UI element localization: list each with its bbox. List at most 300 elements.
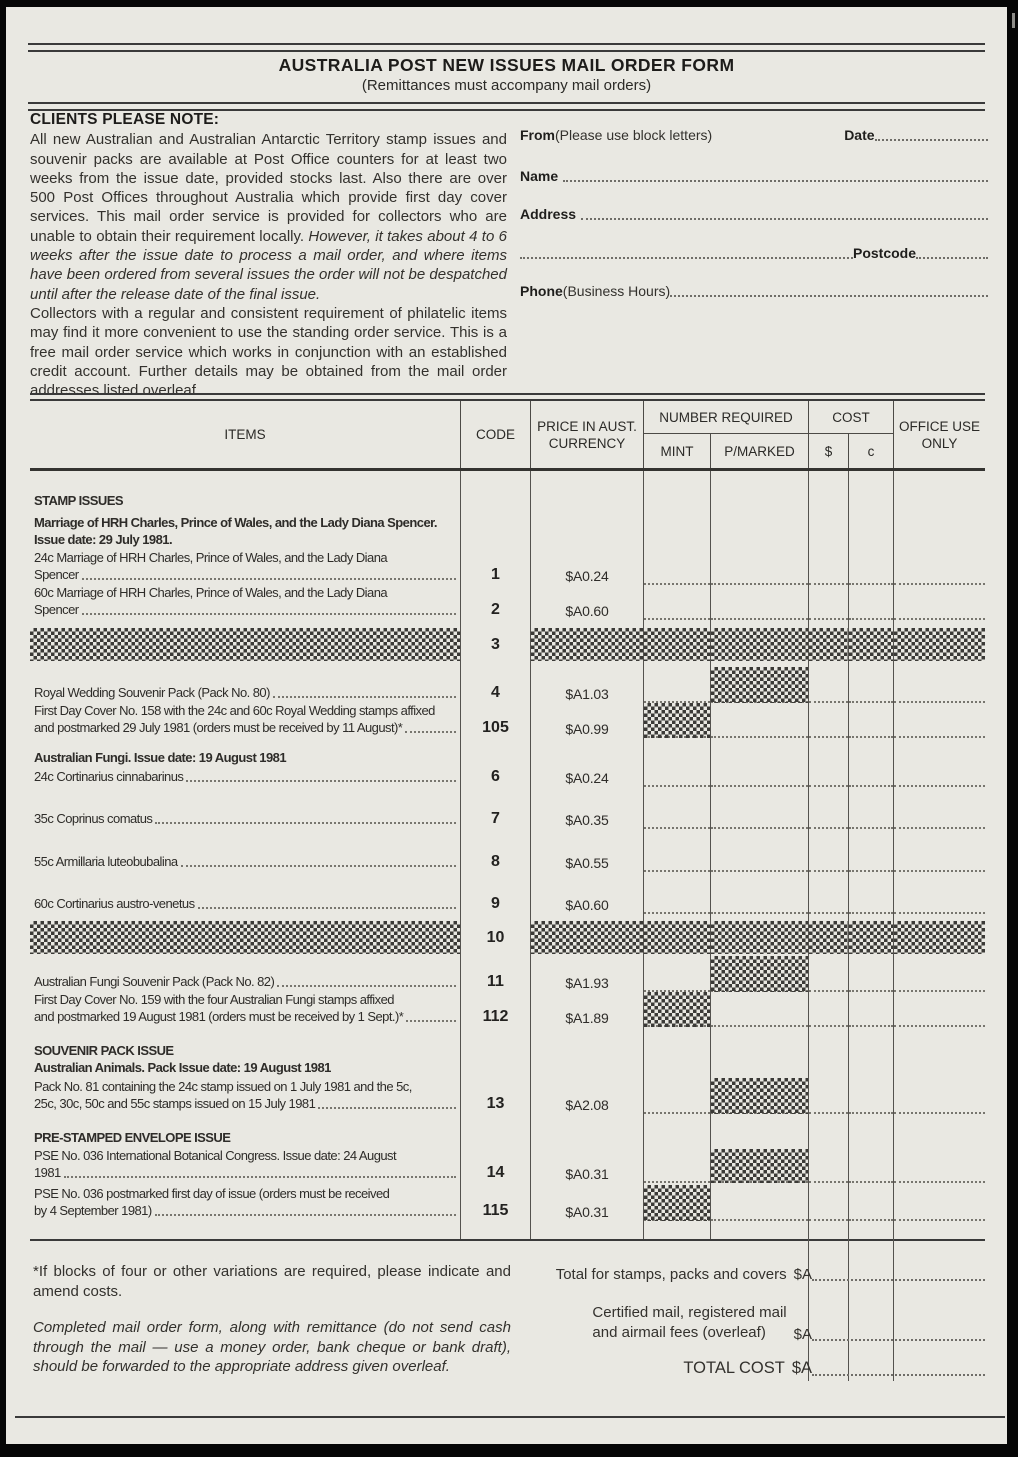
price-cell	[530, 1044, 643, 1061]
mint-cell[interactable]	[643, 703, 710, 738]
dol-cell[interactable]	[808, 786, 848, 829]
blocks-footnote: *If blocks of four or other variations are required, please indicate and amend costs.	[33, 1263, 511, 1300]
mint-cell[interactable]	[643, 585, 710, 620]
mint-cell	[643, 738, 710, 751]
clients-note-para1	[30, 130, 507, 304]
table-row	[30, 1148, 985, 1183]
code-cell: 14	[460, 1148, 530, 1183]
dol-cell[interactable]	[808, 1148, 848, 1183]
col-header-price	[530, 401, 643, 468]
pm-cell	[710, 738, 808, 751]
pm-cell[interactable]	[710, 768, 808, 787]
code-cell: 9	[460, 872, 530, 914]
name-row	[520, 168, 988, 184]
date-label: Date	[844, 127, 875, 143]
off-cell	[893, 1027, 985, 1044]
code-cell: 6	[460, 768, 530, 787]
table-row	[30, 954, 985, 992]
items-cell: 24c Marriage of HRH Charles, Prince of Wales, and the Lady Diana Spencer	[30, 550, 460, 585]
table-row	[30, 511, 985, 550]
table-spacer-row	[30, 1027, 985, 1044]
dol-cell	[808, 921, 848, 954]
code-cell	[460, 1221, 530, 1239]
dotted-leader	[405, 731, 456, 733]
dotted-leader	[273, 696, 456, 698]
dol-cell	[808, 620, 848, 628]
items-cell: Australian Fungi. Issue date: 19 August 1981	[34, 751, 286, 765]
name-label: Name	[520, 168, 559, 184]
dotted-leader	[155, 1214, 456, 1216]
dol-cell	[808, 914, 848, 921]
cent-cell[interactable]	[848, 663, 893, 703]
total-stamps-input-line[interactable]	[812, 1279, 985, 1281]
off-cell	[893, 954, 985, 992]
total-cost-currency: $A	[791, 1359, 812, 1377]
dotted-leader	[406, 1020, 456, 1022]
code-cell: 7	[460, 786, 530, 829]
pm-cell	[710, 511, 808, 550]
blocked-out-cell	[711, 1078, 808, 1114]
code-cell: 11	[460, 954, 530, 992]
pm-cell	[710, 1044, 808, 1061]
items-cell	[30, 620, 460, 628]
pm-cell	[710, 921, 808, 954]
mint-cell[interactable]	[643, 663, 710, 703]
items-cell: 60c Cortinarius austro-venetus	[30, 872, 460, 914]
off-cell	[893, 751, 985, 768]
code-cell	[460, 751, 530, 768]
dol-cell	[808, 511, 848, 550]
price-cell	[530, 738, 643, 751]
mint-cell[interactable]	[643, 1183, 710, 1221]
off-cell	[893, 768, 985, 787]
total-cost-label: TOTAL COST	[683, 1359, 785, 1377]
phone-note: (Business Hours)	[562, 283, 671, 299]
table-spacer-row	[30, 738, 985, 751]
items-cell	[30, 921, 460, 954]
name-input-line[interactable]	[563, 180, 988, 182]
cent-cell[interactable]	[848, 703, 893, 738]
off-cell	[893, 921, 985, 954]
cent-cell	[848, 921, 893, 954]
pm-cell[interactable]	[710, 954, 808, 992]
table-row	[30, 1044, 985, 1061]
table-row	[30, 471, 985, 511]
off-cell	[893, 786, 985, 829]
phone-label: Phone	[520, 283, 563, 299]
code-cell: 2	[460, 585, 530, 620]
table-spacer-row	[30, 914, 985, 921]
code-cell: 4	[460, 663, 530, 703]
mint-cell[interactable]	[643, 872, 710, 914]
items-cell: 55c Armillaria luteobubalina	[30, 829, 460, 872]
off-cell	[893, 628, 985, 661]
dol-cell	[808, 1027, 848, 1044]
cent-cell	[848, 914, 893, 921]
page-title: AUSTRALIA POST NEW ISSUES MAIL ORDER FORM	[278, 55, 735, 75]
off-cell	[893, 1044, 985, 1061]
price-cell: $A2.08	[530, 1078, 643, 1114]
address-input-line2[interactable]	[520, 257, 853, 259]
price-cell: $A0.31	[530, 1148, 643, 1183]
certified-mail-currency: $A	[793, 1326, 812, 1343]
phone-input-line[interactable]	[670, 295, 988, 297]
dotted-leader	[277, 985, 456, 987]
off-cell	[893, 1183, 985, 1221]
bottom-rule	[15, 1416, 1005, 1418]
col-header-cent: c	[848, 434, 893, 468]
dol-cell	[808, 1114, 848, 1131]
table-row	[30, 550, 985, 585]
col-header-mint: MINT	[643, 434, 710, 468]
from-date-row	[520, 127, 988, 143]
cent-cell[interactable]	[848, 954, 893, 992]
cent-cell[interactable]	[848, 1183, 893, 1221]
cent-cell[interactable]	[848, 1078, 893, 1114]
table-row	[30, 1061, 985, 1078]
table-row	[30, 663, 985, 703]
col-header-dollar: $	[808, 434, 848, 468]
mint-cell	[643, 471, 710, 511]
pm-cell[interactable]	[710, 585, 808, 620]
cent-cell	[848, 1221, 893, 1239]
cent-cell[interactable]	[848, 872, 893, 914]
form-page	[6, 7, 1007, 1444]
cent-cell	[848, 1061, 893, 1078]
pm-cell[interactable]	[710, 872, 808, 914]
clients-note	[30, 110, 507, 400]
items-cell	[30, 738, 460, 751]
mint-cell	[643, 1131, 710, 1148]
dol-cell[interactable]	[808, 663, 848, 703]
price-cell	[530, 1114, 643, 1131]
items-cell: PSE No. 036 postmarked first day of issue (orders must be received by 4 September 1981)	[30, 1183, 460, 1221]
code-cell	[460, 1044, 530, 1061]
total-cost-row	[530, 1359, 985, 1378]
blocked-out-cell	[644, 992, 710, 1027]
table-row	[30, 1183, 985, 1221]
price-cell	[530, 628, 643, 661]
phone-row	[520, 283, 988, 299]
off-cell	[893, 620, 985, 628]
pm-cell	[710, 1221, 808, 1239]
cent-cell[interactable]	[848, 829, 893, 872]
price-cell: $A1.93	[530, 954, 643, 992]
mint-cell[interactable]	[643, 550, 710, 585]
dol-cell[interactable]	[808, 829, 848, 872]
table-row	[30, 768, 985, 786]
cent-cell	[848, 1131, 893, 1148]
from-label: From	[520, 127, 555, 143]
code-cell: 115	[460, 1183, 530, 1221]
table-top-rule	[30, 393, 985, 401]
dol-cell	[808, 751, 848, 768]
dotted-leader	[318, 1107, 456, 1109]
items-cell: SOUVENIR PACK ISSUE	[34, 1044, 174, 1058]
mint-cell	[643, 921, 710, 954]
col-header-cost: COST	[808, 401, 893, 434]
table-row	[30, 921, 985, 954]
blocked-out-cell	[711, 667, 808, 703]
code-cell	[460, 1131, 530, 1148]
dotted-leader	[155, 822, 456, 824]
col-header-office-use	[893, 401, 985, 468]
dol-cell	[808, 738, 848, 751]
cent-cell[interactable]	[848, 992, 893, 1027]
dol-cell[interactable]	[808, 550, 848, 585]
table-row	[30, 786, 985, 829]
address-input-line[interactable]	[581, 218, 988, 220]
price-cell: $A0.24	[530, 768, 643, 787]
table-header	[30, 401, 985, 471]
cent-cell	[848, 620, 893, 628]
dol-cell	[808, 1044, 848, 1061]
off-cell	[893, 1078, 985, 1114]
off-cell	[893, 1221, 985, 1239]
col-header-items: ITEMS	[224, 427, 266, 442]
mint-cell[interactable]	[643, 992, 710, 1027]
table-row	[30, 992, 985, 1027]
clients-note-heading: CLIENTS PLEASE NOTE:	[30, 111, 220, 128]
code-cell	[460, 1114, 530, 1131]
table-row	[30, 829, 985, 872]
pm-cell	[710, 620, 808, 628]
cent-cell	[848, 751, 893, 768]
items-cell	[30, 628, 460, 661]
col-header-number-required: NUMBER REQUIRED	[643, 401, 808, 434]
price-cell: $A1.03	[530, 663, 643, 703]
items-cell: 60c Marriage of HRH Charles, Prince of Wales, and the Lady Diana Spencer	[30, 585, 460, 620]
off-cell	[893, 1061, 985, 1078]
dol-cell[interactable]	[808, 954, 848, 992]
items-cell: Marriage of HRH Charles, Prince of Wales, and the Lady Diana Spencer. Issue date: 29 July 1981.	[34, 515, 437, 547]
pm-cell	[710, 628, 808, 661]
mint-cell	[643, 1044, 710, 1061]
items-cell: Australian Fungi Souvenir Pack (Pack No. 82)	[30, 954, 460, 992]
mint-cell	[643, 914, 710, 921]
items-cell: First Day Cover No. 158 with the 24c and 60c Royal Wedding stamps affixed and postmarked 29 July 1981 (orders must be received by 11 August)*	[30, 703, 460, 738]
mint-cell[interactable]	[643, 1078, 710, 1114]
top-rule	[28, 43, 985, 52]
mint-cell	[643, 1061, 710, 1078]
price-cell: $A0.24	[530, 550, 643, 585]
dol-cell[interactable]	[808, 768, 848, 787]
dol-cell	[808, 1061, 848, 1078]
dotted-leader	[82, 613, 456, 615]
off-cell	[893, 1114, 985, 1131]
code-cell	[460, 738, 530, 751]
note-text-italic: However, it takes about 4 to 6 weeks after the issue date to process a mail order, and where items have been ordered from several issues the order will not be despatched until after the release date of the final issue.	[30, 227, 507, 303]
cent-cell	[848, 738, 893, 751]
pm-cell[interactable]	[710, 663, 808, 703]
mint-cell	[643, 1221, 710, 1239]
pm-cell[interactable]	[710, 786, 808, 829]
code-cell	[460, 511, 530, 550]
cent-cell[interactable]	[848, 585, 893, 620]
off-cell	[893, 829, 985, 872]
code-cell	[460, 1061, 530, 1078]
dol-cell[interactable]	[808, 1183, 848, 1221]
code-cell: 105	[460, 703, 530, 738]
certified-mail-input-line[interactable]	[812, 1339, 985, 1341]
cent-cell	[848, 1027, 893, 1044]
code-cell: 112	[460, 992, 530, 1027]
blocked-out-cell	[711, 1149, 808, 1183]
postcode-input-line[interactable]	[916, 257, 988, 259]
code-cell: 10	[460, 921, 530, 954]
pm-cell	[710, 1114, 808, 1131]
blocked-out-cell	[644, 1185, 710, 1221]
mint-cell[interactable]	[643, 768, 710, 787]
scan-artifact	[1012, 13, 1015, 28]
pm-cell	[710, 1131, 808, 1148]
pm-cell	[710, 751, 808, 768]
off-cell	[893, 550, 985, 585]
price-cell	[530, 914, 643, 921]
dotted-leader	[186, 780, 456, 782]
cent-cell	[848, 1114, 893, 1131]
price-cell	[530, 1221, 643, 1239]
price-cell: $A0.60	[530, 585, 643, 620]
mint-cell[interactable]	[643, 1148, 710, 1183]
off-cell	[893, 914, 985, 921]
price-cell	[530, 1027, 643, 1044]
cent-cell	[848, 1044, 893, 1061]
table-row	[30, 703, 985, 738]
price-cell: $A0.55	[530, 829, 643, 872]
price-cell: $A0.35	[530, 786, 643, 829]
col-header-pmarked: P/MARKED	[710, 434, 808, 468]
items-cell	[30, 1221, 460, 1239]
table-row	[30, 1078, 985, 1114]
items-cell	[30, 1027, 460, 1044]
dol-cell	[808, 1221, 848, 1239]
cent-cell	[848, 471, 893, 511]
dol-cell[interactable]	[808, 703, 848, 738]
col-header-code: CODE	[460, 401, 530, 468]
off-cell	[893, 663, 985, 703]
off-cell	[893, 511, 985, 550]
total-stamps-row	[530, 1266, 985, 1283]
from-note: (Please use block letters)	[555, 127, 713, 143]
dol-cell[interactable]	[808, 585, 848, 620]
cent-cell	[848, 628, 893, 661]
page-subtitle: (Remittances must accompany mail orders)	[361, 77, 652, 94]
off-cell	[893, 585, 985, 620]
code-cell: 1	[460, 550, 530, 585]
pm-cell	[710, 1027, 808, 1044]
items-cell: Pack No. 81 containing the 24c stamp issued on 1 July 1981 and the 5c, 25c, 30c, 50c and 55c stamps issued on 15 July 1981	[30, 1078, 460, 1114]
mint-cell	[643, 628, 710, 661]
off-cell	[893, 738, 985, 751]
office-header-line2: ONLY	[921, 435, 958, 451]
table-spacer-row	[30, 1114, 985, 1131]
total-stamps-currency: $A	[793, 1266, 812, 1283]
price-cell: $A1.89	[530, 992, 643, 1027]
price-cell	[530, 1061, 643, 1078]
postcode-row	[520, 245, 988, 261]
order-table	[30, 393, 985, 1241]
cent-cell[interactable]	[848, 768, 893, 787]
address-form	[520, 127, 988, 307]
off-cell	[893, 1148, 985, 1183]
items-cell: PSE No. 036 International Botanical Congress. Issue date: 24 August 1981	[30, 1148, 460, 1183]
pm-cell[interactable]	[710, 703, 808, 738]
mint-cell[interactable]	[643, 954, 710, 992]
dotted-leader	[181, 865, 456, 867]
dotted-leader	[82, 578, 456, 580]
code-cell	[460, 471, 530, 511]
code-cell	[460, 620, 530, 628]
items-cell: First Day Cover No. 159 with the four Australian Fungi stamps affixed and postmarked 19 August 1981 (orders must be received by 1 Sept.)*	[30, 992, 460, 1027]
clients-note-para2: Collectors with a regular and consistent requirement of philatelic items may find it more convenient to use the standing order service. This is a free mail order service which works in conjunction with an established credit account. Further details may be obtained from the mail order addresses listed overleaf.	[30, 304, 507, 400]
table-body	[30, 471, 985, 1241]
code-cell: 3	[460, 628, 530, 661]
code-cell	[460, 1027, 530, 1044]
dol-cell[interactable]	[808, 992, 848, 1027]
dol-cell	[808, 1131, 848, 1148]
cent-cell[interactable]	[848, 786, 893, 829]
mint-cell	[643, 751, 710, 768]
certified-label-line1: Certified mail, registered mail	[592, 1304, 787, 1321]
mint-cell[interactable]	[643, 786, 710, 829]
items-cell: Royal Wedding Souvenir Pack (Pack No. 80)	[30, 663, 460, 703]
dol-cell	[808, 628, 848, 661]
items-cell: Australian Animals. Pack Issue date: 19 August 1981	[34, 1061, 331, 1075]
dol-cell[interactable]	[808, 872, 848, 914]
items-cell: 35c Coprinus comatus	[30, 786, 460, 829]
postcode-label: Postcode	[852, 245, 916, 261]
pm-cell[interactable]	[710, 992, 808, 1027]
code-cell	[460, 914, 530, 921]
price-cell	[530, 751, 643, 768]
pm-cell[interactable]	[710, 1078, 808, 1114]
address-row	[520, 206, 988, 222]
price-cell	[530, 1131, 643, 1148]
items-cell	[30, 914, 460, 921]
dol-cell[interactable]	[808, 1078, 848, 1114]
office-header-line1: OFFICE USE	[898, 418, 980, 434]
code-cell: 13	[460, 1078, 530, 1114]
table-spacer-row	[30, 1221, 985, 1239]
date-input-line[interactable]	[875, 139, 988, 141]
address-label: Address	[520, 206, 577, 222]
items-cell	[30, 1114, 460, 1131]
price-cell: $A0.99	[530, 703, 643, 738]
total-stamps-label: Total for stamps, packs and covers	[555, 1266, 787, 1283]
pm-cell[interactable]	[710, 550, 808, 585]
blocked-out-cell	[711, 956, 808, 992]
pm-cell[interactable]	[710, 829, 808, 872]
cent-cell[interactable]	[848, 1148, 893, 1183]
certified-mail-label	[530, 1303, 787, 1343]
pm-cell[interactable]	[710, 1183, 808, 1221]
table-row	[30, 872, 985, 914]
table-spacer-row	[30, 620, 985, 628]
mint-cell[interactable]	[643, 829, 710, 872]
pm-cell[interactable]	[710, 1148, 808, 1183]
total-cost-input-line[interactable]	[812, 1374, 985, 1376]
mint-cell	[643, 1114, 710, 1131]
price-cell: $A0.60	[530, 872, 643, 914]
off-cell	[893, 471, 985, 511]
items-cell: PRE-STAMPED ENVELOPE ISSUE	[34, 1131, 231, 1145]
note-text-normal: All new Australian and Australian Antarctic Territory stamp issues and souvenir packs are available at Post Office counters for at least two weeks from the issue date, provided stocks last. Also there are over 500 Post Offices throughout Australia which provide first day cover services. This mail order service is provided for collectors who are unable to obtain their requirement locally.	[30, 131, 507, 245]
cent-cell[interactable]	[848, 550, 893, 585]
pm-cell	[710, 1061, 808, 1078]
off-cell	[893, 992, 985, 1027]
dotted-leader	[198, 907, 456, 909]
